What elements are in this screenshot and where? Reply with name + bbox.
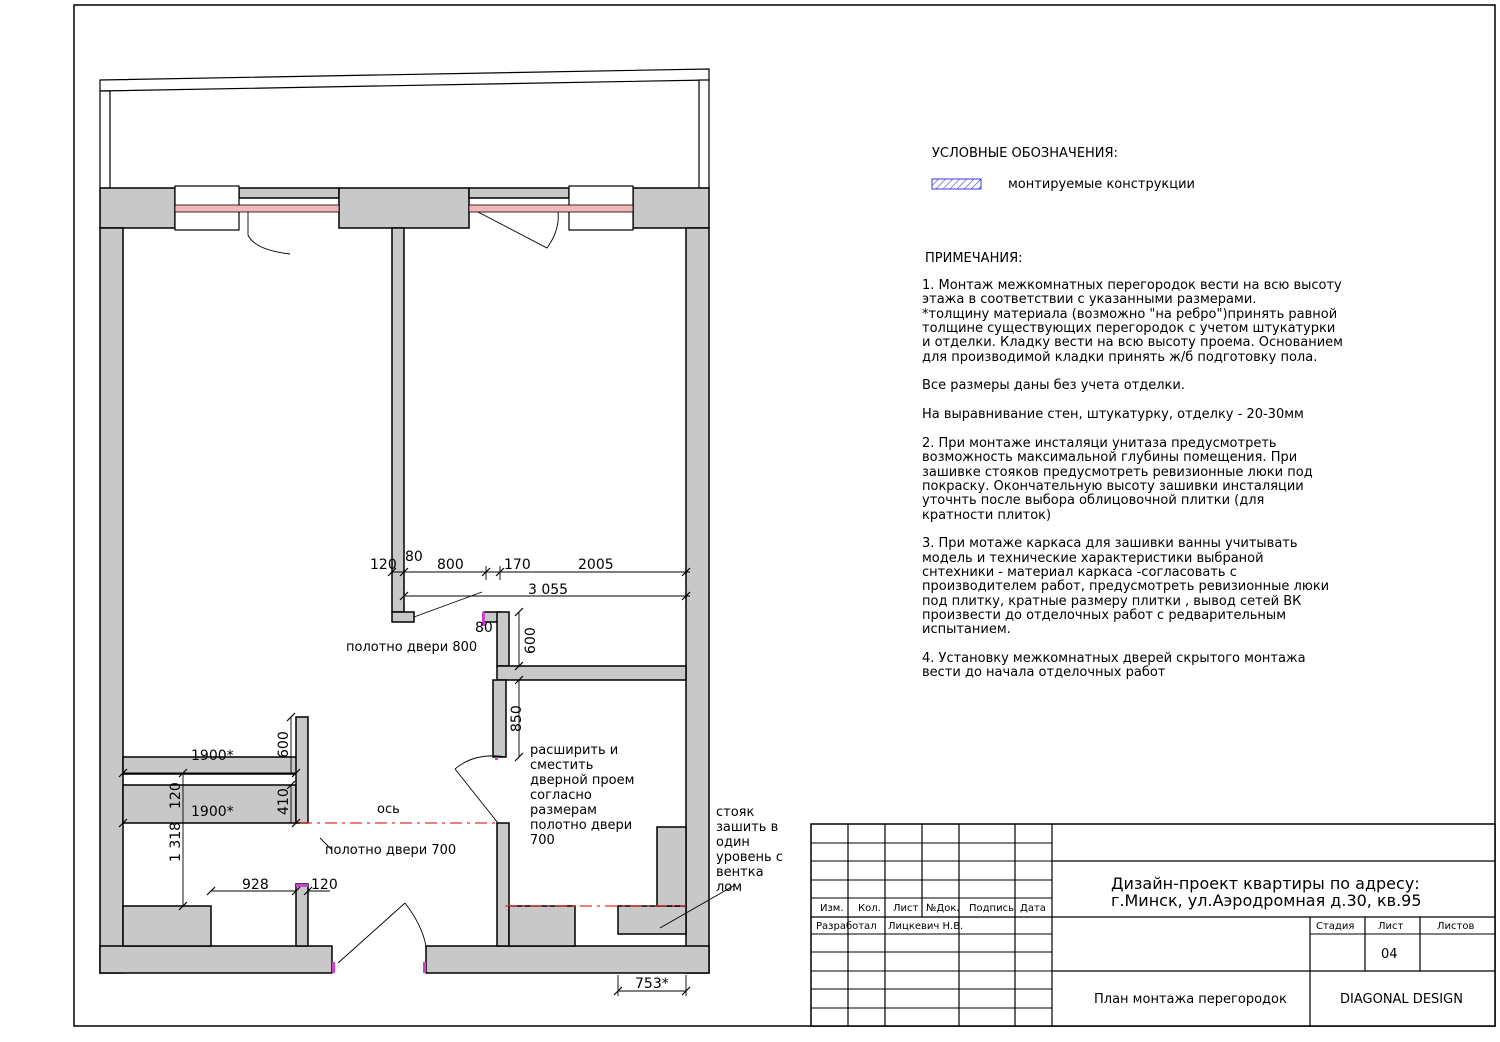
- notes-line: На выравнивание стен, штукатурку, отделку - 20-30мм: [922, 407, 1304, 422]
- dim-600a: 600: [523, 627, 539, 654]
- notes-line: 2. При монтаже инсталяци унитаза предусмотреть: [922, 436, 1277, 451]
- notes: [922, 251, 1343, 680]
- window-right-glass: [469, 205, 633, 212]
- project-title-line1: Дизайн-проект квартиры по адресу:: [1111, 874, 1420, 893]
- svg-text:зашить в: зашить в: [716, 820, 779, 835]
- header-date: Дата: [1020, 903, 1046, 914]
- notes-line: производителем работ, предусмотреть ревизионные люки: [922, 579, 1330, 594]
- notes-line: этажа в соответствии с указанными размерами.: [922, 292, 1257, 307]
- dim-800: 800: [437, 557, 464, 573]
- header-doc: №Док.: [926, 903, 960, 914]
- dim-120a: 120: [370, 557, 397, 573]
- dim-753: 753*: [635, 976, 669, 992]
- notes-line: под плитку, кратные размеру плитки , вывод сетей ВК: [922, 594, 1302, 609]
- legend-title: УСЛОВНЫЕ ОБОЗНАЧЕНИЯ:: [932, 146, 1118, 161]
- axis-lines: [300, 823, 686, 906]
- header-list: Лист: [893, 903, 919, 914]
- dim-3055: 3 055: [528, 582, 569, 598]
- stage-header: Стадия: [1316, 921, 1355, 932]
- notes-title: ПРИМЕЧАНИЯ:: [925, 251, 1023, 266]
- notes-line: испытанием.: [922, 622, 1011, 637]
- svg-text:полотно двери: полотно двери: [530, 818, 633, 833]
- notes-line: 4. Установку межкомнатных дверей скрытого монтажа: [922, 651, 1306, 666]
- svg-text:лом: лом: [716, 880, 743, 895]
- dim-2005: 2005: [578, 557, 614, 573]
- svg-text:уровень с: уровень с: [716, 850, 783, 865]
- new-wall-markers: [296, 612, 498, 973]
- header-kol: Кол.: [858, 903, 881, 914]
- svg-text:согласно: согласно: [530, 788, 592, 803]
- sheet-number: 04: [1381, 947, 1398, 962]
- balcony: [100, 69, 709, 188]
- notes-line: 1. Монтаж межкомнатных перегородок вести на всю высоту: [922, 278, 1342, 293]
- svg-text:один: один: [716, 835, 750, 850]
- project-title-line2: г.Минск, ул.Аэродромная д.30, кв.95: [1111, 891, 1422, 910]
- legend-hatch-swatch: [932, 179, 981, 189]
- notes-line: модель и технические характеристики выбраной: [922, 551, 1264, 566]
- floor-plan: [100, 69, 783, 996]
- notes-line: зашивке стояков предусмотреть ревизионные люки под: [922, 465, 1313, 480]
- notes-line: Все размеры даны без учета отделки.: [922, 378, 1185, 393]
- label-door-800: полотно двери 800: [346, 640, 478, 655]
- sheets-header: Листов: [1437, 921, 1475, 932]
- label-riser: [716, 805, 783, 895]
- notes-line: кратности плиток): [922, 508, 1052, 523]
- dim-1318: 1 318: [168, 821, 184, 862]
- dim-170: 170: [504, 557, 531, 573]
- notes-line: вести до начала отделочных работ: [922, 665, 1166, 680]
- svg-text:сместить: сместить: [530, 758, 594, 773]
- dim-928: 928: [242, 877, 269, 893]
- drawing-name: План монтажа перегородок: [1094, 992, 1287, 1007]
- dim-80b: 80: [475, 620, 493, 636]
- notes-line: толщине существующих перегородок с учетом штукатурки: [922, 321, 1336, 336]
- dim-120b: 120: [168, 782, 184, 809]
- label-door-700: полотно двери 700: [325, 843, 457, 858]
- notes-body: [922, 278, 1343, 680]
- notes-line: снтехники - материал каркаса -согласовать с: [922, 565, 1237, 580]
- notes-line: и отделки. Кладку вести на всю высоту проема. Основанием: [922, 335, 1343, 350]
- dim-1900b: 1900*: [191, 804, 234, 820]
- label-axis: ось: [377, 802, 400, 817]
- header-izm: Изм.: [820, 903, 844, 914]
- svg-text:700: 700: [530, 833, 555, 848]
- dim-850: 850: [509, 705, 525, 732]
- dim-1900a: 1900*: [191, 748, 234, 764]
- company-name: DIAGONAL DESIGN: [1340, 992, 1463, 1007]
- dim-80a: 80: [405, 549, 423, 565]
- dim-120c: 120: [311, 877, 338, 893]
- label-expand-doorway: [530, 743, 634, 848]
- notes-line: покраску. Окончательную высоту зашивки инсталяции: [922, 479, 1304, 494]
- svg-text:расширить и: расширить и: [530, 743, 619, 758]
- developed-label: Разработал: [816, 921, 877, 932]
- notes-line: *толщину материала (возможно "на ребро")принять равной: [922, 307, 1338, 322]
- dim-410: 410: [276, 788, 292, 815]
- notes-line: 3. При мотаже каркаса для зашивки ванны учитывать: [922, 536, 1298, 551]
- notes-line: возможность максимальной глубины помещения. При: [922, 450, 1298, 465]
- svg-text:вентка: вентка: [716, 865, 764, 880]
- notes-line: для производимой кладки принять ж/б подготовку пола.: [922, 350, 1318, 365]
- sheet-header: Лист: [1378, 921, 1404, 932]
- svg-text:размерам: размерам: [530, 803, 597, 818]
- title-block: [811, 824, 1495, 1026]
- svg-text:стояк: стояк: [716, 805, 755, 820]
- legend-item-label: монтируемые конструкции: [1008, 177, 1195, 192]
- notes-line: произвести до отделочных работ с редварительным: [922, 608, 1286, 623]
- svg-text:дверной проем: дверной проем: [530, 773, 635, 788]
- window-left-glass: [175, 205, 339, 212]
- dim-600b: 600: [276, 731, 292, 758]
- developer-name: Лицкевич Н.В.: [888, 921, 964, 932]
- header-signature: Подпись: [969, 903, 1014, 914]
- legend: [932, 146, 1195, 192]
- notes-line: уточнть после выбора облицовочной плитки (для: [922, 493, 1265, 508]
